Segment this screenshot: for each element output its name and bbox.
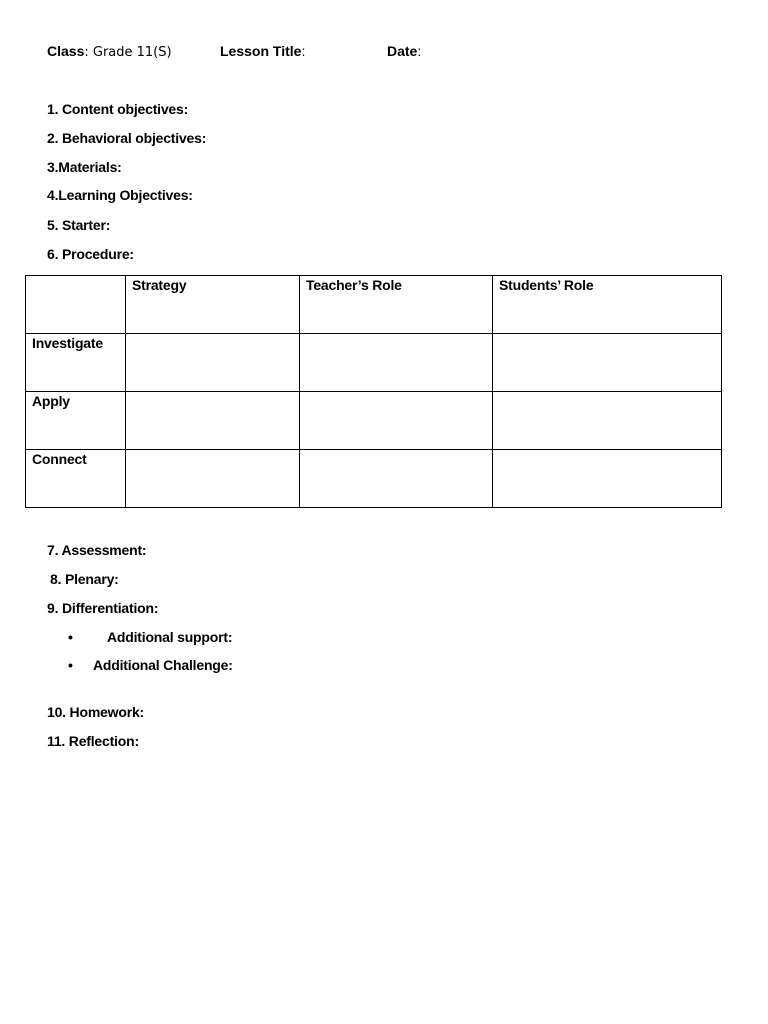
bullet-marker: •	[68, 629, 73, 645]
differentiation-heading: 9. Differentiation:	[47, 600, 159, 616]
date-label: Date	[387, 43, 418, 59]
table-cell[interactable]	[493, 450, 722, 508]
behavioral-objectives-heading: 2. Behavioral objectives:	[47, 130, 207, 146]
learning-objectives-heading: 4.Learning Objectives:	[47, 187, 193, 203]
plenary-heading: 8. Plenary:	[50, 571, 119, 587]
table-cell[interactable]	[126, 392, 300, 450]
lesson-title-field	[220, 43, 305, 59]
materials-heading: 3.Materials:	[47, 159, 122, 175]
content-objectives-heading: 1. Content objectives:	[47, 101, 189, 117]
table-row-connect	[26, 450, 722, 508]
procedure-heading: 6. Procedure:	[47, 246, 134, 262]
table-cell[interactable]	[126, 334, 300, 392]
additional-challenge-label: Additional Challenge:	[93, 657, 233, 673]
procedure-table	[25, 275, 722, 508]
table-row-apply	[26, 392, 722, 450]
date-colon: :	[417, 43, 422, 59]
class-value: : Grade 11(S)	[84, 45, 172, 60]
stage-cell-investigate[interactable]: Investigate	[26, 334, 126, 392]
header-cell-teachers-role[interactable]: Teacher’s Role	[300, 276, 493, 334]
bullet-marker: •	[68, 657, 73, 673]
header-cell-students-role[interactable]: Students’ Role	[493, 276, 722, 334]
stage-cell-apply[interactable]: Apply	[26, 392, 126, 450]
table-row-investigate	[26, 334, 722, 392]
starter-heading: 5. Starter:	[47, 217, 111, 233]
class-label: Class	[47, 43, 85, 59]
additional-support-label: Additional support:	[107, 629, 233, 645]
lesson-title-colon: :	[301, 43, 306, 59]
table-header-row	[26, 276, 722, 334]
table-cell[interactable]	[126, 450, 300, 508]
reflection-heading: 11. Reflection:	[47, 733, 139, 749]
table-cell[interactable]	[300, 334, 493, 392]
table-cell[interactable]	[493, 334, 722, 392]
assessment-heading: 7. Assessment:	[47, 542, 147, 558]
table-cell[interactable]	[493, 392, 722, 450]
header-cell-stage[interactable]	[26, 276, 126, 334]
stage-cell-connect[interactable]: Connect	[26, 450, 126, 508]
date-field	[387, 43, 421, 59]
table-cell[interactable]	[300, 450, 493, 508]
homework-heading: 10. Homework:	[47, 704, 144, 720]
table-cell[interactable]	[300, 392, 493, 450]
header-cell-strategy[interactable]: Strategy	[126, 276, 300, 334]
lesson-title-label: Lesson Title	[220, 43, 302, 59]
class-field	[47, 43, 172, 60]
